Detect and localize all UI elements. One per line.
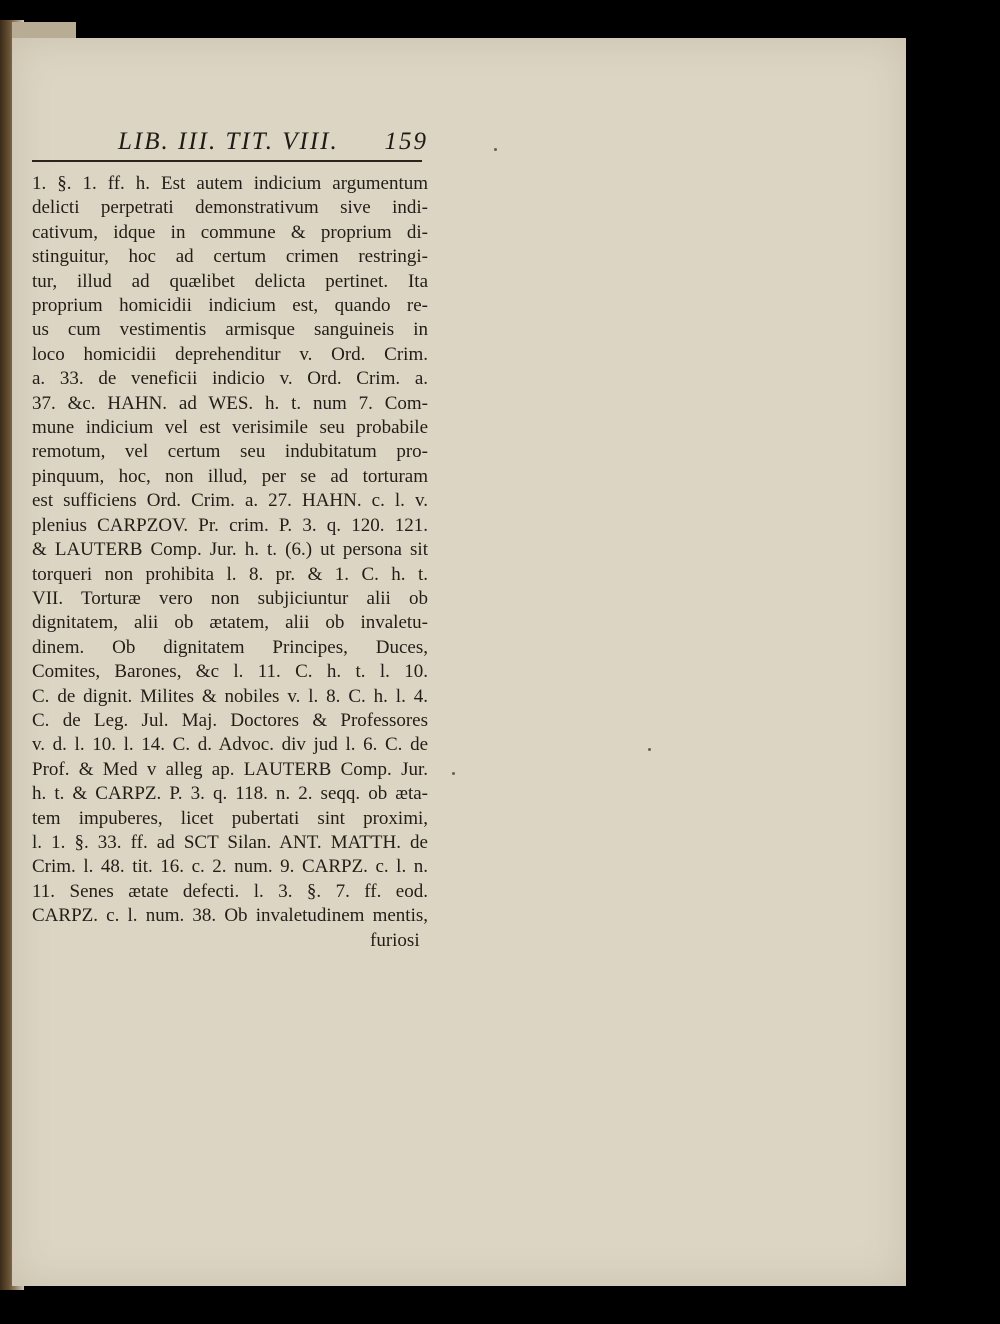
text-line: torqueri non prohibita l. 8. pr. & 1. C. h. t. bbox=[32, 563, 428, 585]
text-line: est sufficiens Ord. Crim. a. 27. HAHN. c. l. v. bbox=[32, 490, 428, 512]
catchword: furiosi bbox=[370, 930, 420, 951]
text-line: VII. Torturæ vero non subjiciuntur alii ob bbox=[32, 587, 428, 609]
text-line: us cum vestimentis armisque sanguineis in bbox=[32, 319, 428, 341]
text-line: & LAUTERB Comp. Jur. h. t. (6.) ut persona sit bbox=[32, 539, 428, 561]
text-line: stinguitur, hoc ad certum crimen restringi- bbox=[32, 246, 428, 268]
paper-speck bbox=[648, 748, 651, 751]
text-line: pinquum, hoc, non illud, per se ad torturam bbox=[32, 465, 428, 487]
body-text bbox=[32, 172, 428, 929]
text-line: cativum, idque in commune & proprium di- bbox=[32, 221, 428, 243]
text-line: plenius CARPZOV. Pr. crim. P. 3. q. 120. 121. bbox=[32, 514, 428, 536]
text-line: C. de Leg. Jul. Maj. Doctores & Professores bbox=[32, 709, 428, 731]
text-line: h. t. & CARPZ. P. 3. q. 118. n. 2. seqq. ob æta- bbox=[32, 783, 428, 805]
text-line: Crim. l. 48. tit. 16. c. 2. num. 9. CARPZ. c. l. n. bbox=[32, 856, 428, 878]
text-line: CARPZ. c. l. num. 38. Ob invaletudinem mentis, bbox=[32, 905, 428, 927]
text-line: 1. §. 1. ff. h. Est autem indicium argumentum bbox=[32, 173, 428, 194]
running-header bbox=[118, 128, 428, 156]
text-line: v. d. l. 10. l. 14. C. d. Advoc. div jud l. 6. C. de bbox=[32, 734, 428, 756]
text-line: a. 33. de veneficii indicio v. Ord. Crim. a. bbox=[32, 368, 428, 390]
text-line: tur, illud ad quælibet delicta pertinet. Ita bbox=[32, 270, 428, 292]
text-line: loco homicidii deprehenditur v. Ord. Crim. bbox=[32, 343, 428, 365]
text-line: C. de dignit. Milites & nobiles v. l. 8. C. h. l. 4. bbox=[32, 685, 428, 707]
text-line: l. 1. §. 33. ff. ad SCT Silan. ANT. MATTH. de bbox=[32, 831, 428, 853]
text-line: mune indicium vel est verisimile seu probabile bbox=[32, 417, 428, 439]
text-line: dignitatem, alii ob ætatem, alii ob invaletu- bbox=[32, 612, 428, 634]
running-title: LIB. III. TIT. VIII. bbox=[118, 128, 339, 155]
header-rule bbox=[32, 160, 422, 162]
page-number: 159 bbox=[384, 128, 428, 155]
text-line: remotum, vel certum seu indubitatum pro- bbox=[32, 441, 428, 463]
text-line: dinem. Ob dignitatem Principes, Duces, bbox=[32, 636, 428, 658]
text-line: Comites, Barones, &c l. 11. C. h. t. l. 10. bbox=[32, 661, 428, 683]
text-line: delicti perpetrati demonstrativum sive indi- bbox=[32, 197, 428, 219]
paper-speck bbox=[494, 148, 497, 151]
text-line: tem impuberes, licet pubertati sint proximi, bbox=[32, 807, 428, 829]
text-line: 11. Senes ætate defecti. l. 3. §. 7. ff. eod. bbox=[32, 880, 428, 902]
text-line: 37. &c. HAHN. ad WES. h. t. num 7. Com- bbox=[32, 392, 428, 414]
text-line: Prof. & Med v alleg ap. LAUTERB Comp. Jur. bbox=[32, 758, 428, 780]
text-line: proprium homicidii indicium est, quando re- bbox=[32, 295, 428, 317]
paper-speck bbox=[452, 772, 455, 775]
